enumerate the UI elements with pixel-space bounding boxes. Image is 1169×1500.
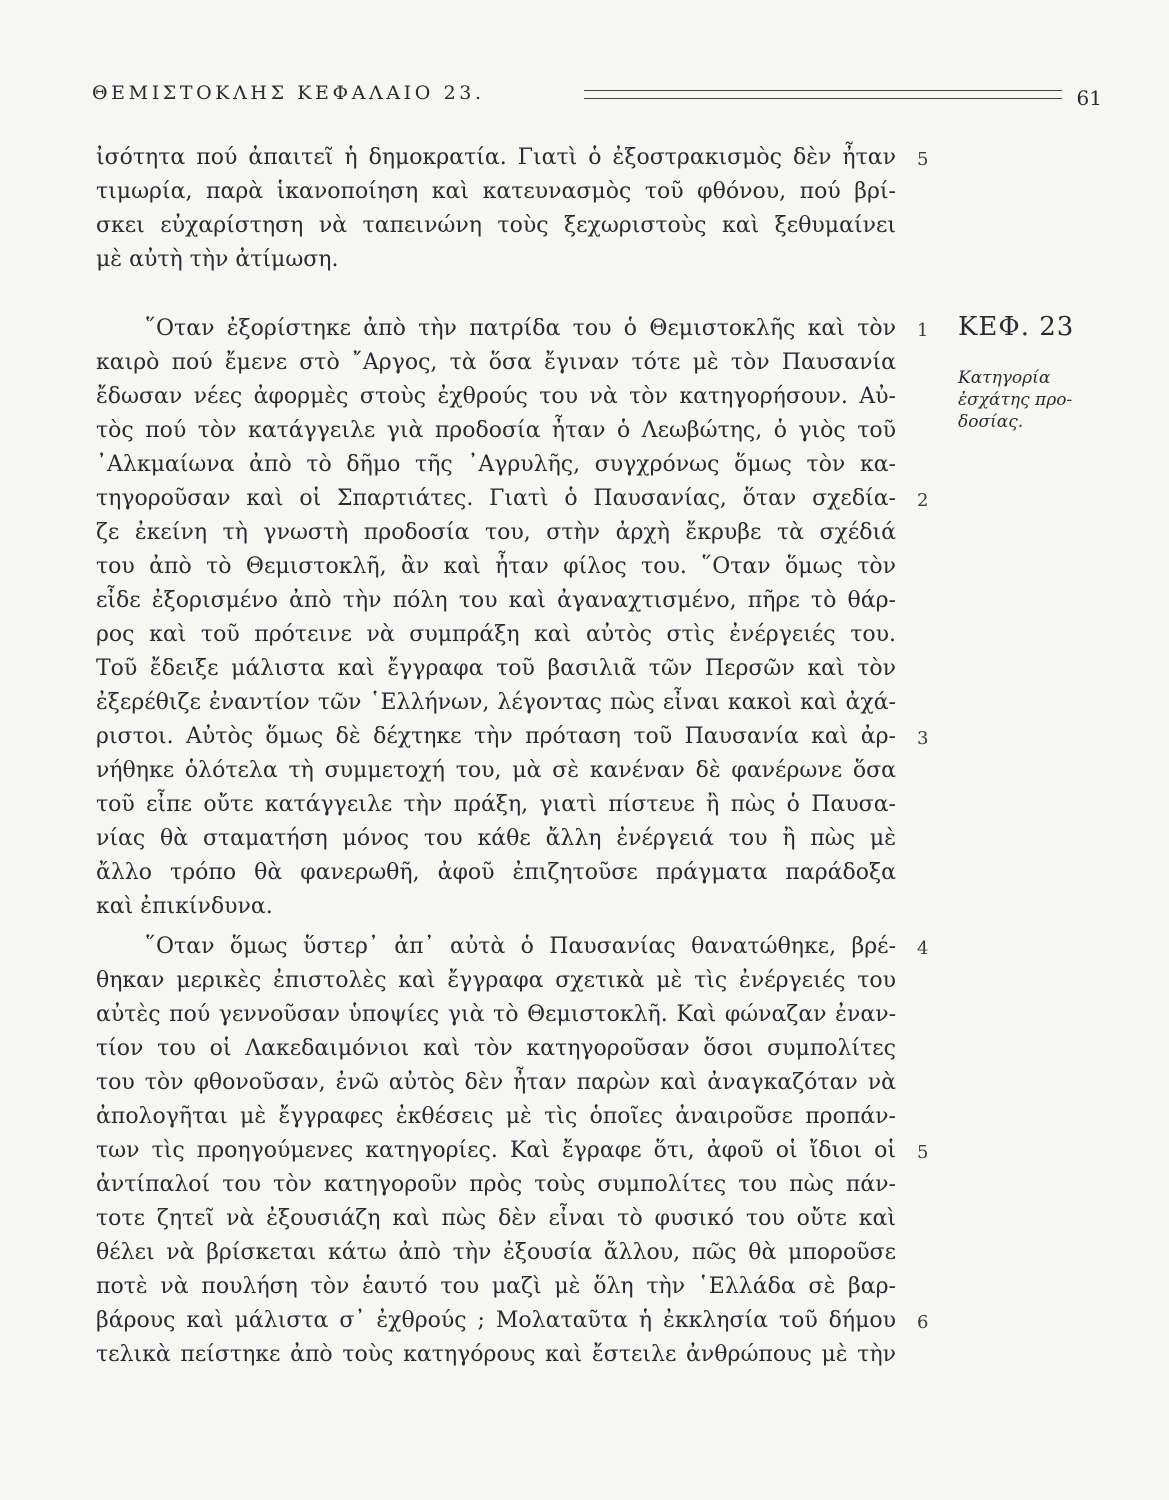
text-line: τίον του οἱ Λακεδαιμόνιοι καὶ τὸν κατηγοροῦσαν ὅσοι συμπολίτες	[96, 1036, 896, 1061]
section-number: 4	[917, 938, 929, 959]
text-line: θηκαν μερικὲς ἐπιστολὲς καὶ ἔγγραφα σχετικὰ μὲ τὶς ἐνέργειές του	[96, 968, 896, 993]
text-line: του τὸν φθονοῦσαν, ἐνῶ αὐτὸς δὲν ἦταν παρὼν καὶ ἀναγκαζόταν νὰ	[96, 1070, 896, 1095]
text-line: τελικὰ πείστηκε ἀπὸ τοὺς κατηγόρους καὶ ἔστειλε ἀνθρώπους μὲ τὴν	[96, 1342, 896, 1367]
text-line: ᾿Αλκμαίωνα ἀπὸ τὸ δῆμο τῆς ᾿Αγρυλῆς, συγχρόνως ὅμως τὸν κα-	[96, 452, 896, 477]
text-line: ἰσότητα πού ἀπαιτεῖ ἡ δημοκρατία. Γιατὶ ὁ ἐξοστρακισμὸς δὲν ἦταν	[96, 145, 896, 170]
text-line: νίας θὰ σταματήση μόνος του κάθε ἄλλη ἐνέργειά του ἢ πὼς μὲ	[96, 826, 896, 851]
text-line: ρος καὶ τοῦ πρότεινε νὰ συμπράξη καὶ αὐτὸς στὶς ἐνέργειές του.	[96, 622, 896, 647]
text-line: Τοῦ ἔδειξε μάλιστα καὶ ἔγγραφα τοῦ βασιλιᾶ τῶν Περσῶν καὶ τὸν	[96, 656, 896, 681]
running-title: ΘΕΜΙΣΤΟΚΛΗΣ ΚΕΦΑΛΑΙΟ 23.	[92, 82, 485, 104]
text-line: καὶ ἐπικίνδυνα.	[96, 894, 273, 919]
text-line: ἄλλο τρόπο θὰ φανερωθῆ, ἀφοῦ ἐπιζητοῦσε πράγματα παράδοξα	[96, 860, 896, 885]
section-number: 6	[917, 1312, 929, 1333]
text-line: ῞Οταν ὅμως ὕστερ᾿ ἀπ᾿ αὐτὰ ὁ Παυσανίας θανατώθηκε, βρέ-	[145, 934, 896, 959]
text-line: ἐξερέθιζε ἐναντίον τῶν ῾Ελλήνων, λέγοντας πὼς εἶναι κακοὶ καὶ ἀχά-	[96, 690, 896, 715]
page-number: 61	[1076, 86, 1102, 110]
text-line: ἀπολογῆται μὲ ἔγγραφες ἐκθέσεις μὲ τὶς ὁποῖες ἀναιροῦσε προπάν-	[96, 1104, 896, 1129]
margin-note-line: ἐσχάτης προ-	[958, 390, 1073, 410]
text-line: τιμωρία, παρὰ ἱκανοποίηση καὶ κατευνασμὸς τοῦ φθόνου, πού βρί-	[96, 179, 896, 204]
margin-note-line: Κατηγορία	[958, 368, 1051, 388]
header-double-rule	[584, 90, 1062, 99]
text-line: εἶδε ἐξορισμένο ἀπὸ τὴν πόλη του καὶ ἀγαναχτισμένο, πῆρε τὸ θάρ-	[96, 588, 896, 613]
text-line: τοτε ζητεῖ νὰ ἐξουσιάζη καὶ πὼς δὲν εἶναι τὸ φυσικό του οὔτε καὶ	[96, 1206, 896, 1231]
text-line: ποτὲ νὰ πουλήση τὸν ἑαυτό του μαζὶ μὲ ὅλη τὴν ῾Ελλάδα σὲ βαρ-	[96, 1274, 896, 1299]
text-line: σκει εὐχαρίστηση νὰ ταπεινώνη τοὺς ξεχωριστοὺς καὶ ξεθυμαίνει	[96, 213, 896, 238]
section-number: 5	[917, 1142, 929, 1163]
margin-note-line: δοσίας.	[958, 412, 1024, 432]
text-line: ἀντίπαλοί του τὸν κατηγοροῦν πρὸς τοὺς συμπολίτες του πὼς πάν-	[96, 1172, 896, 1197]
text-line: θέλει νὰ βρίσκεται κάτω ἀπὸ τὴν ἐξουσία ἄλλου, πῶς θὰ μποροῦσε	[96, 1240, 896, 1265]
text-line: νήθηκε ὁλότελα τὴ συμμετοχή του, μὰ σὲ κανέναν δὲ φανέρωνε ὅσα	[96, 758, 896, 783]
section-number: 1	[917, 320, 929, 341]
text-line: καιρὸ πού ἔμενε στὸ ῎Αργος, τὰ ὅσα ἔγιναν τότε μὲ τὸν Παυσανία	[96, 350, 896, 375]
text-line: τηγοροῦσαν καὶ οἱ Σπαρτιάτες. Γιατὶ ὁ Παυσανίας, ὅταν σχεδία-	[96, 486, 896, 511]
section-number: 5	[917, 149, 929, 170]
text-line: ἔδωσαν νέες ἀφορμὲς στοὺς ἐχθρούς του νὰ τὸν κατηγορήσουν. Αὐ-	[96, 384, 896, 409]
text-line: ριστοι. Αὐτὸς ὅμως δὲ δέχτηκε τὴν πρόταση τοῦ Παυσανία καὶ ἀρ-	[96, 724, 896, 749]
text-line: τοῦ εἶπε οὔτε κατάγγειλε τὴν πράξη, γιατὶ πίστευε ἢ πὼς ὁ Παυσα-	[96, 792, 896, 817]
margin-heading: ΚΕΦ. 23	[958, 312, 1075, 342]
text-line: αὐτὲς πού γεννοῦσαν ὑποψίες γιὰ τὸ Θεμιστοκλῆ. Καὶ φώναζαν ἐναν-	[96, 1002, 896, 1027]
section-number: 3	[917, 728, 929, 749]
text-line: μὲ αὐτὴ τὴν ἀτίμωση.	[96, 247, 339, 272]
page-header	[92, 80, 1102, 114]
text-line: του ἀπὸ τὸ Θεμιστοκλῆ, ἂν καὶ ἦταν φίλος του. ῞Οταν ὅμως τὸν	[96, 554, 896, 579]
text-line: των τὶς προηγούμενες κατηγορίες. Καὶ ἔγραφε ὅτι, ἀφοῦ οἱ ἴδιοι οἱ	[96, 1138, 896, 1163]
text-line: τὸς πού τὸν κατάγγειλε γιὰ προδοσία ἦταν ὁ Λεωβώτης, ὁ γιὸς τοῦ	[96, 418, 896, 443]
text-line: βάρους καὶ μάλιστα σ᾿ ἐχθρούς ; Μολαταῦτα ἡ ἐκκλησία τοῦ δήμου	[96, 1308, 896, 1333]
section-number: 2	[917, 490, 929, 511]
text-line: ζε ἐκείνη τὴ γνωστὴ προδοσία του, στὴν ἀρχὴ ἔκρυβε τὰ σχέδιά	[96, 520, 896, 545]
text-line: ῞Οταν ἐξορίστηκε ἀπὸ τὴν πατρίδα του ὁ Θεμιστοκλῆς καὶ τὸν	[145, 316, 896, 341]
